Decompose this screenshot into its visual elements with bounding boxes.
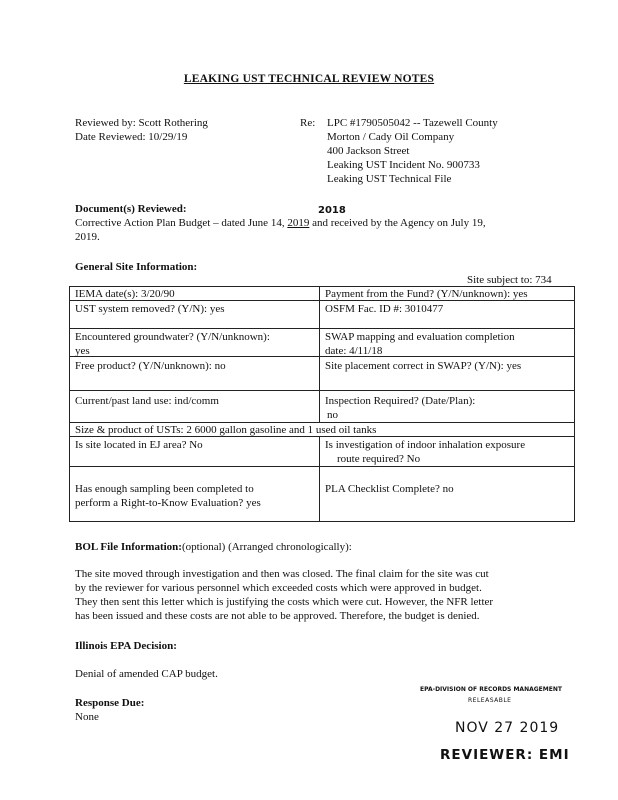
table-rule — [69, 390, 575, 391]
bol-line: The site moved through investigation and then was closed. The final claim for the site was cut — [75, 568, 489, 580]
table-cell: PLA Checklist Complete? no — [325, 483, 454, 495]
site-info-table — [69, 286, 575, 522]
table-cell: route required? No — [337, 453, 421, 465]
bol-heading — [75, 541, 352, 553]
documents-text-line2: 2019. — [75, 231, 100, 243]
table-cell: UST system removed? (Y/N): yes — [75, 303, 225, 315]
re-label: Re: — [300, 117, 316, 129]
table-rule — [69, 328, 575, 329]
table-rule — [574, 286, 575, 521]
table-cell: perform a Right-to-Know Evaluation? yes — [75, 497, 261, 509]
records-stamp-line2: RELEASABLE — [468, 697, 512, 704]
table-rule — [69, 466, 575, 467]
table-rule — [69, 521, 575, 522]
bol-heading-suffix: (optional) (Arranged chronologically): — [181, 541, 352, 553]
table-cell: Current/past land use: ind/comm — [75, 395, 219, 407]
handwritten-year: 2018 — [318, 205, 346, 216]
general-heading: General Site Information: — [75, 261, 198, 273]
table-cell: Inspection Required? (Date/Plan): — [325, 395, 476, 407]
table-rule — [319, 286, 320, 422]
struck-year: 2019 — [287, 217, 310, 229]
stamp-reviewer: REVIEWER: EMI — [440, 747, 570, 763]
date-reviewed: Date Reviewed: 10/29/19 — [75, 131, 188, 143]
table-cell: Encountered groundwater? (Y/N/unknown): — [75, 331, 270, 343]
table-cell: yes — [75, 345, 90, 357]
table-cell: Has enough sampling been completed to — [75, 483, 254, 495]
table-cell: Is investigation of indoor inhalation exposure — [325, 439, 526, 451]
bol-line: by the reviewer for various personnel which exceeded costs which were approved in budget. — [75, 582, 482, 594]
table-cell: no — [327, 409, 338, 421]
table-cell: Site placement correct in SWAP? (Y/N): yes — [325, 360, 522, 372]
table-cell: Payment from the Fund? (Y/N/unknown): yes — [325, 288, 528, 300]
decision-text: Denial of amended CAP budget. — [75, 668, 218, 680]
table-cell: date: 4/11/18 — [325, 345, 383, 357]
re-line: Leaking UST Technical File — [327, 173, 452, 185]
table-cell: OSFM Fac. ID #: 3010477 — [325, 303, 444, 315]
stamp-date: NOV 27 2019 — [455, 720, 560, 736]
re-line: 400 Jackson Street — [327, 145, 410, 157]
table-cell: Size & product of USTs: 2 6000 gallon gasoline and 1 used oil tanks — [75, 424, 377, 436]
table-cell: Free product? (Y/N/unknown): no — [75, 360, 226, 372]
site-subject: Site subject to: 734 — [467, 274, 552, 286]
bol-line: has been issued and these costs are not able to be approved. Therefore, the budget is denied. — [75, 610, 480, 622]
records-stamp-line1: EPA-DIVISION OF RECORDS MANAGEMENT — [420, 686, 562, 693]
table-rule — [69, 356, 575, 357]
documents-text — [75, 217, 486, 229]
table-cell: IEMA date(s): 3/20/90 — [75, 288, 175, 300]
table-cell: SWAP mapping and evaluation completion — [325, 331, 515, 343]
re-line: Leaking UST Incident No. 900733 — [327, 159, 480, 171]
table-cell: Is site located in EJ area? No — [75, 439, 203, 451]
re-line: Morton / Cady Oil Company — [327, 131, 455, 143]
reviewed-by: Reviewed by: Scott Rothering — [75, 117, 208, 129]
bol-line: They then sent this letter which is justifying the costs which were cut. However, the NFR letter — [75, 596, 494, 608]
documents-text-before: Corrective Action Plan Budget – dated June 14, — [75, 217, 288, 229]
documents-text-after: and received by the Agency on July 19, — [309, 217, 486, 229]
bol-heading-label: BOL File Information: — [75, 541, 182, 553]
page-title: LEAKING UST TECHNICAL REVIEW NOTES — [183, 73, 435, 85]
table-rule — [319, 436, 320, 521]
response-heading: Response Due: — [75, 697, 145, 709]
re-line: LPC #1790505042 -- Tazewell County — [327, 117, 498, 129]
table-rule — [69, 286, 70, 521]
response-value: None — [75, 711, 99, 723]
documents-heading: Document(s) Reviewed: — [75, 203, 187, 215]
decision-heading: Illinois EPA Decision: — [75, 640, 177, 652]
